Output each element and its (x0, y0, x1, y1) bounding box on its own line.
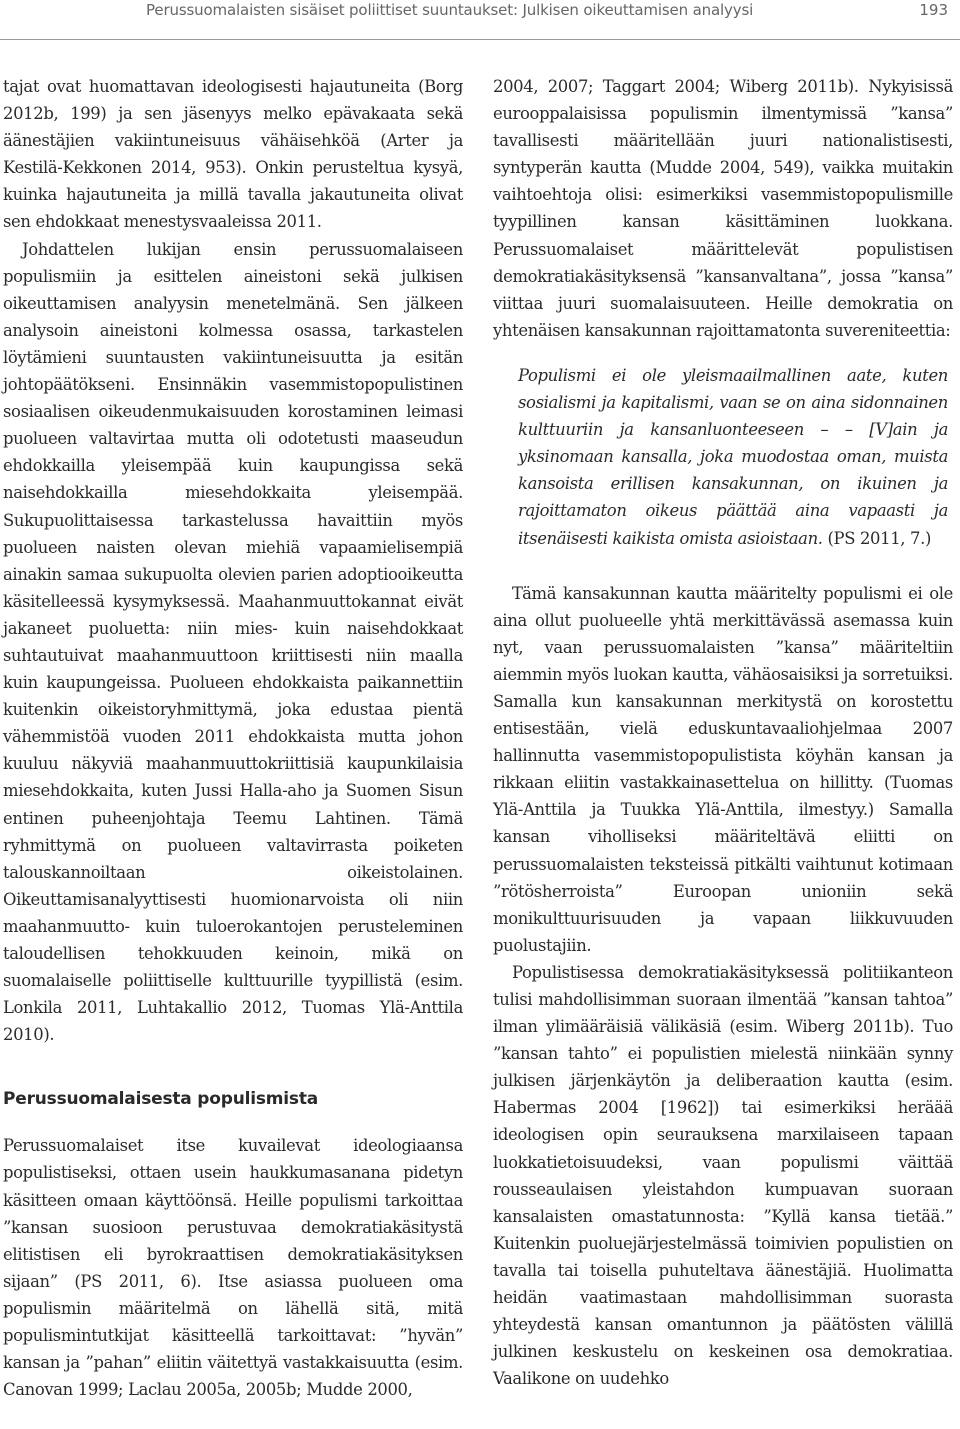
page-number: 193 (919, 1, 948, 19)
right-paragraph-3: Populistisessa demokratiakäsityksessä politiikanteon tulisi mahdollisimman suoraan ilmentää ”kansan tahtoa” ilman ylimääräisiä välikäsiä (esim. Wiberg 2011b). Tuo ”kansan tahto” ei populistien mielestä niinkään synny julkisen järjenkäytön ja deliberaation kautta (esim. Habermas 2004 [1962]) tai esimerkiksi heräää ideologisen opin seurauksena marxilaiseen tapaan luokkatietoisuudeksi, vaan populismi väittää rousseaulaisen yleistahdon kumpuavan suoraan kansalaisten omastatunnosta: ”Kyllä kansa tietää.” Kuitenkin puoluejärjestelmässä toimivien populistien on tavalla tai toisella puhuteltava äänestäjiä. Huolimatta heidän vaatimastaan mahdollisimman suorasta yhteydestä kansan omantunnon ja päätösten välillä julkinen keskustelu on keskeinen osa demokratiaa. Vaalikone on uudehko (493, 962, 953, 1389)
running-title: Perussuomalaisten sisäiset poliittiset suuntaukset: Julkisen oikeuttamisen analyysi (146, 1, 754, 19)
left-column (3, 73, 463, 1403)
block-quote (518, 362, 948, 552)
running-header (0, 0, 960, 40)
right-paragraph-1: 2004, 2007; Taggart 2004; Wiberg 2011b). Nykyisissä eurooppalaisissa populismin ilmentymissä ”kansa” tavallisesti määritellään juuri nationalistisesti, syntyperän kautta (Mudde 2004, 549), vaikka muitakin vaihtoehtoja olisi: esimerkiksi vasemmistopopulismille tyypillinen kansan käsittäminen luokkana. Perussuomalaiset määrittelevät populistisen demokratiakäsityksensä ”kansanvaltana”, jossa ”kansa” viittaa juuri suomalaisuuteen. Heille demokratia on yhtenäisen kansakunnan rajoittamatonta suvereniteettia: (493, 77, 953, 340)
left-paragraph-3: Perussuomalaiset itse kuvailevat ideologiaansa populistiseksi, ottaen usein haukkumasanana pidetyn käsitteen omaan käyttöönsä. Heille populismi tarkoittaa ”kansan suosioon perustuvaa demokratiakäsitystä elitistisen eli byrokraattisen demokratiakäsityksen sijaan” (PS 2011, 6). Itse asiassa puolueen oma populismin määritelmä on lähellä sitä, mitä populismintutkijat käsitteellä tarkoittavat: ”hyvän” kansan ja ”pahan” eliitin väitettyä vastakkaisuutta (esim. Canovan 1999; Laclau 2005a, 2005b; Mudde 2000, (3, 1136, 463, 1400)
quote-text: Populismi ei ole yleismaailmallinen aate, kuten sosialismi ja kapitalismi, vaan se on aina sidonnainen kulttuuriin ja kansanluonteeseen – – [V]ain ja yksinomaan kansalla, joka muodostaa oman, muista kansoista erillisen kansakunnan, on ikuinen ja rajoittamaton oikeus päättää aina vapaasti ja itsenäisesti kaikista omista asioistaan. (518, 365, 948, 548)
quote-citation: (PS 2011, 7.) (822, 528, 931, 548)
right-paragraph-2: Tämä kansakunnan kautta määritelty populismi ei ole aina ollut puolueelle yhtä merkittävässä asemassa kuin nyt, vaan perussuomalaisten ”kansa” määriteltiin aiemmin myös luokan kautta, vähäosaisiksi ja sorretuiksi. Samalla kun kansakunnan merkitystä on korostettu entisestään, vielä eduskuntavaaliohjelmaa 2007 hallinnutta vasemmistopopulistista köyhän kansan ja rikkaan eliitin vastakkainasettelua on hillitty. (Tuomas Ylä-Anttila ja Tuukka Ylä-Anttila, ilmestyy.) Samalla kansan viholliseksi määriteltävä eliitti on perussuomalaisten teksteissä pitkälti vaihtunut kotimaan ”rötösherroista” Euroopan unioniin sekä monikulttuurisuuden ja vapaan liikkuvuuden puolustajiin. (493, 583, 953, 955)
section-heading: Perussuomalaisesta populismista (3, 1089, 319, 1110)
right-column (493, 73, 953, 1392)
left-paragraph-2: Johdattelen lukijan ensin perussuomalaiseen populismiin ja esittelen aineistoni sekä julkisen oikeuttamisen analyysin menetelmänä. Sen jälkeen analysoin aineistoni kolmessa osassa, tarkastelen löytämieni suuntausten vakiintuneisuutta ja esitän johtopäätökseni. Ensinnäkin vasemmistopopulistinen sosiaalisen oikeudenmukaisuuden korostaminen leimasi puolueen valtavirtaa mutta oli odotetusti maaseudun ehdokkailla yleisempää kuin kaupungissa sekä naisehdokkailla miesehdokkaita yleisempää. Sukupuolittaisessa tarkastelussa havaittiin myös puolueen naisten olevan miehiä vapaamielisempiä ainakin samaa sukupuolta olevien parien adoptiooikeutta käsitelleessä kysymyksessä. Maahanmuuttokannat eivät jakaneet puoluetta: niin mies- kuin naisehdokkaat suhtautuivat maahanmuuttoon kriittisesti niin maalla kuin kaupungeissa. Puolueen ehdokkaista paikannettiin kuitenkin oikeistoryhmittymä, joka edustaa pientä vähemmistöä vuoden 2011 ehdokkaista mutta johon kuuluu näkyviä maahanmuuttokriittisiä kaupunkilaisia miesehdokkaita, kuten Jussi Halla-aho ja Suomen Sisun entinen puheenjohtaja Teemu Lahtinen. Tämä ryhmittymä on puolueen valtavirrasta poiketen talouskannoiltaan oikeistolainen. Oikeuttamisanalyyttisesti huomionarvoista oli niin maahanmuutto- kuin tuloerokantojen perusteleminen taloudellisen tehokkuuden keinoin, mikä on suomalaiselle poliittiselle kulttuurille tyypillistä (esim. Lonkila 2011, Luhtakallio 2012, Tuomas Ylä-Anttila 2010). (3, 239, 463, 1045)
left-paragraph-1: tajat ovat huomattavan ideologisesti hajautuneita (Borg 2012b, 199) ja sen jäsenyys melko epävakaata sekä äänestäjien vakiintuneisuus vähäisehköä (Arter ja Kestilä-Kekkonen 2014, 953). Onkin perusteltua kysyä, kuinka hajautuneita ja millä tavalla jakautuneita olivat sen ehdokkaat menestysvaaleissa 2011. (3, 77, 463, 232)
